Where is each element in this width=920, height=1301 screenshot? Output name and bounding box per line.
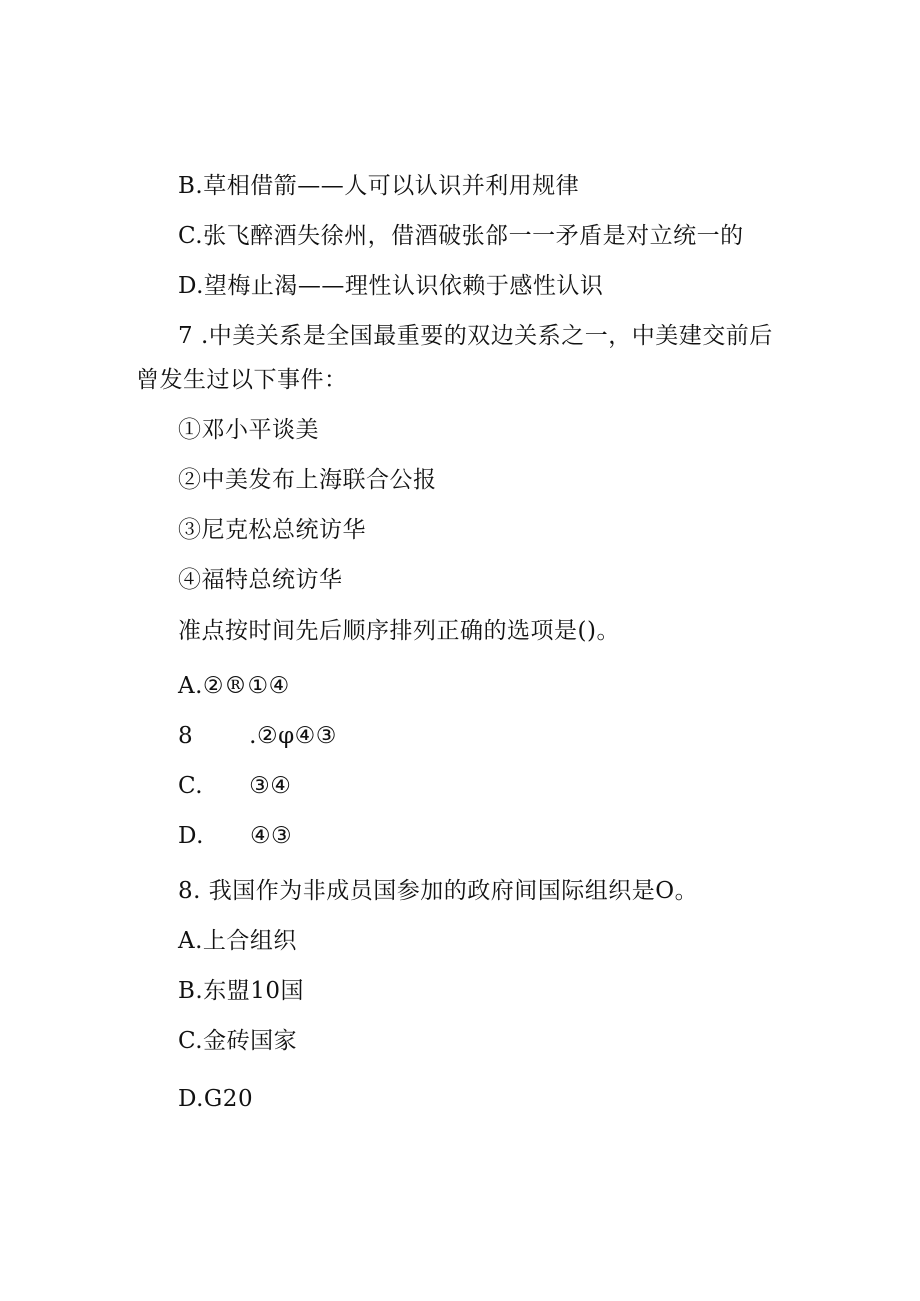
question7-option-d-label: D. <box>178 823 204 849</box>
question8-option-c: C.金砖国家 <box>178 1028 298 1054</box>
question8-stem: 8. 我国作为非成员国参加的政府间国际组织是O。 <box>178 878 699 904</box>
question7-prompt: 准点按时间先后顺序排列正确的选项是()。 <box>178 618 620 644</box>
question7-event-1: ①邓小平谈美 <box>178 417 319 443</box>
question7-stem-line1: 7 .中美关系是全国最重要的双边关系之一，中美建交前后 <box>178 323 773 349</box>
question7-option-b <box>178 720 337 752</box>
question7-event-4: ④福特总统访华 <box>178 567 343 593</box>
option-q6-d: D.望梅止渴——理性认识依赖于感性认识 <box>178 273 604 299</box>
question7-option-c-label: C. <box>178 773 204 799</box>
question7-event-2: ②中美发布上海联合公报 <box>178 467 437 493</box>
question8-option-a: A.上合组织 <box>178 928 297 954</box>
question7-option-c-text: ③④ <box>249 773 292 799</box>
option-q6-b: B.草相借箭——人可以认识并利用规律 <box>178 173 580 199</box>
question7-option-d <box>178 820 292 852</box>
question7-option-c <box>178 770 291 802</box>
question7-event-3: ③尼克松总统访华 <box>178 517 366 543</box>
question8-option-b: B.东盟10国 <box>178 978 304 1004</box>
question7-option-b-label: 8 <box>178 723 194 749</box>
question7-stem-line2: 曾发生过以下事件： <box>136 367 348 393</box>
question7-option-a: A.②®①④ <box>178 673 290 699</box>
option-q6-c: C.张飞醉酒失徐州，借酒破张郃一一矛盾是对立统一的 <box>178 223 744 249</box>
question8-option-d: D.G20 <box>178 1086 254 1112</box>
question7-option-d-text: ④③ <box>249 823 293 849</box>
question7-option-b-text: .②φ④③ <box>249 723 337 749</box>
